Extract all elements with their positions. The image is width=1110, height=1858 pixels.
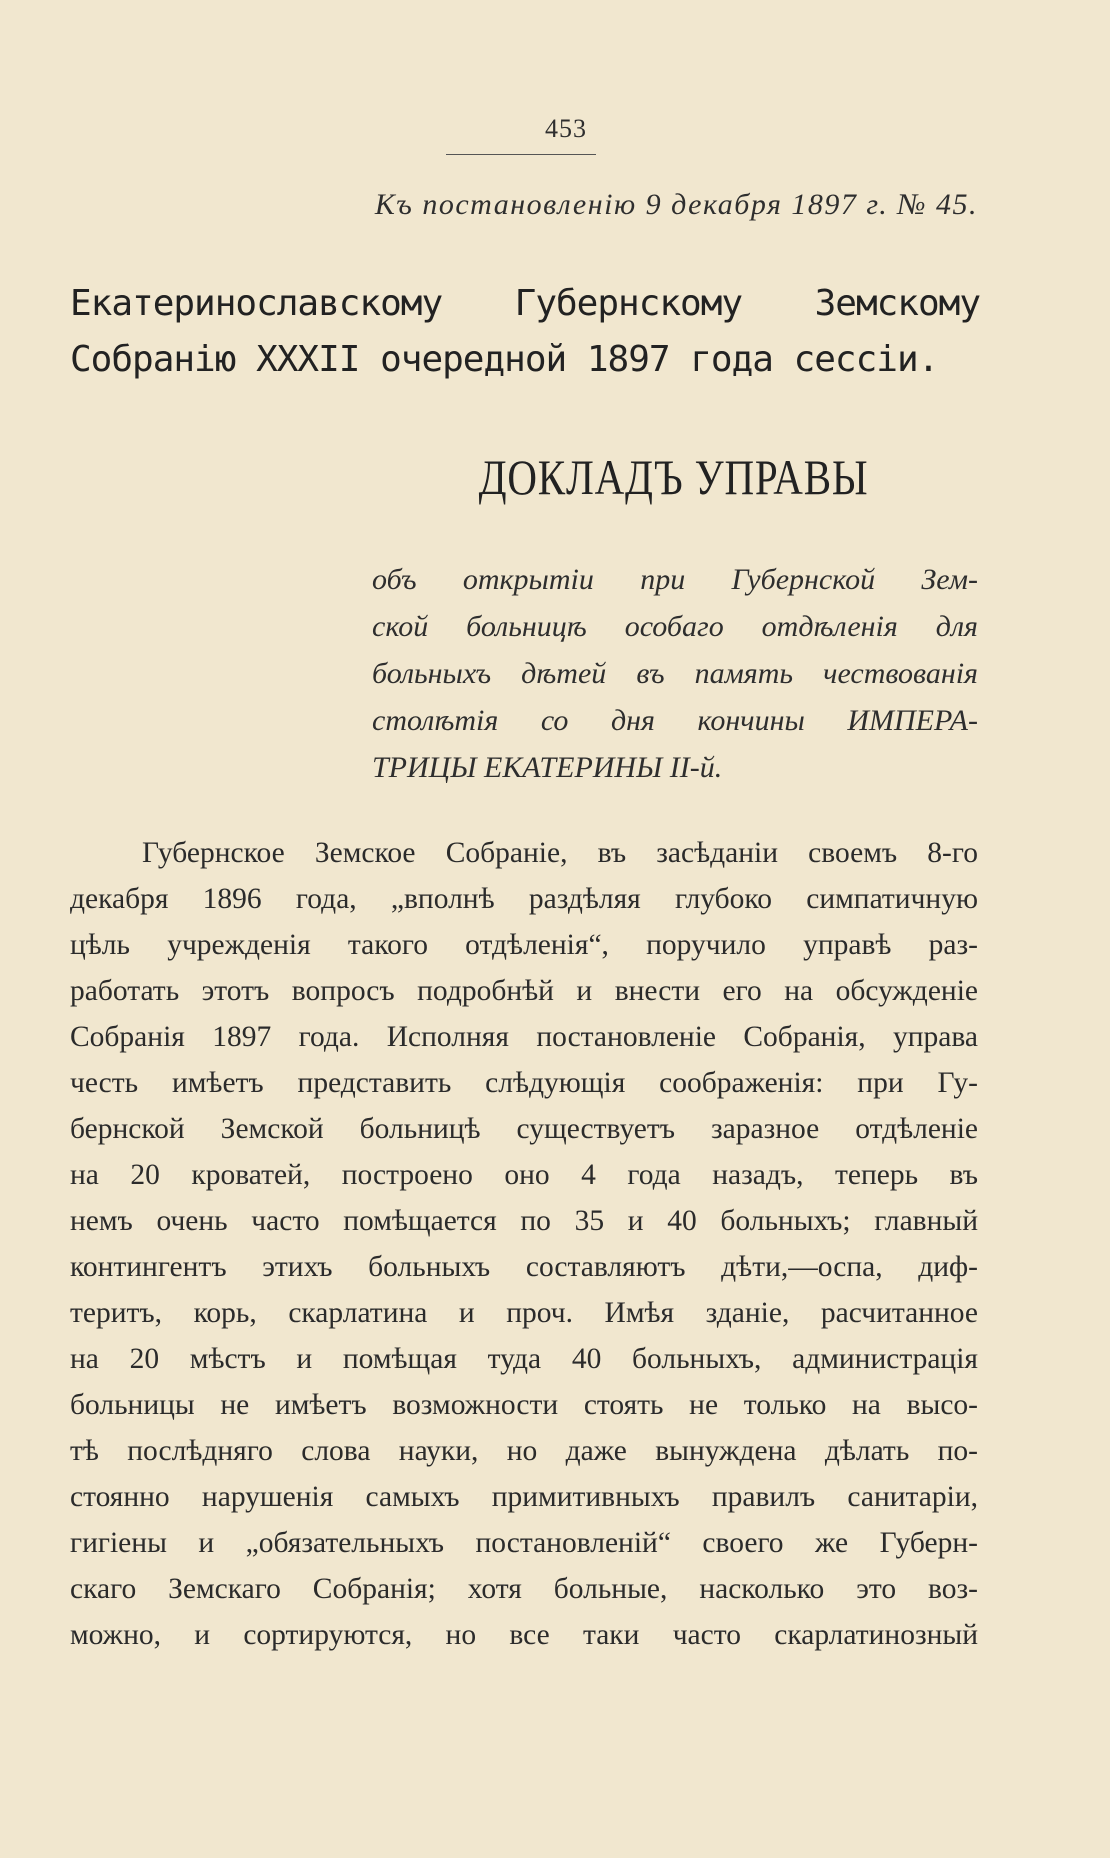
addressee-heading [70, 276, 980, 388]
body-line: стоянно нарушенія самыхъ примитивныхъ правилъ санитаріи, [70, 1481, 978, 1513]
resolution-reference: Къ постановленію 9 декабря 1897 г. № 45. [374, 188, 978, 221]
subject-line: объ открытіи при Губернской Зем- [372, 563, 978, 596]
body-line: гигіены и „обязательныхъ постановленій“ своего же Губерн- [70, 1527, 978, 1559]
page-number: 453 [545, 114, 587, 143]
body-line: скаго Земскаго Собранія; хотя больные, насколько это воз- [70, 1573, 978, 1605]
body-line: Собранія 1897 года. Исполняя постановленіе Собранія, управа [70, 1021, 978, 1053]
report-subject [372, 556, 978, 791]
subject-line: ской больницѣ особаго отдѣленія для [372, 610, 978, 643]
subject-line: столѣтія со дня кончины ИМПЕРА- [372, 704, 978, 737]
body-line: на 20 мѣстъ и помѣщая туда 40 больныхъ, администрація [70, 1343, 978, 1375]
body-line: цѣль учрежденія такого отдѣленія“, поручило управѣ раз- [70, 929, 978, 961]
body-line: теритъ, корь, скарлатина и проч. Имѣя зданіе, расчитанное [70, 1297, 978, 1329]
body-line: бернской Земской больницѣ существуетъ заразное отдѣленіе [70, 1113, 978, 1145]
body-paragraph [70, 830, 978, 1658]
subject-line: больныхъ дѣтей въ память чествованія [372, 657, 978, 690]
body-line: немъ очень часто помѣщается по 35 и 40 больныхъ; главный [70, 1205, 978, 1237]
heading-line: Екатеринославскому Губернскому Земскому [70, 283, 980, 324]
body-line: Губернское Земское Собраніе, въ засѣданіи своемъ 8-го [142, 837, 978, 869]
body-line: контингентъ этихъ больныхъ составляютъ дѣти,—оспа, диф- [70, 1251, 978, 1283]
heading-line: Собранію XXXII очередной 1897 года сессіи. [70, 339, 939, 380]
body-line: на 20 кроватей, построено оно 4 года назадъ, теперь въ [70, 1159, 978, 1191]
body-line: больницы не имѣетъ возможности стоять не только на высо- [70, 1389, 978, 1421]
page-number-rule [446, 154, 596, 155]
body-line: декабря 1896 года, „вполнѣ раздѣляя глубоко симпатичную [70, 883, 978, 915]
subject-line: ТРИЦЫ ЕКАТЕРИНЫ II-й. [372, 751, 723, 784]
body-line: честь имѣетъ представить слѣдующія соображенія: при Гу- [70, 1067, 978, 1099]
body-line: работать этотъ вопросъ подробнѣй и внести его на обсужденіе [70, 975, 978, 1007]
report-title: ДОКЛАДЪ УПРАВЫ [478, 449, 869, 505]
body-line: тѣ послѣдняго слова науки, но даже вынуждена дѣлать по- [70, 1435, 978, 1467]
body-line: можно, и сортируются, но все таки часто скарлатинозный [70, 1619, 978, 1651]
